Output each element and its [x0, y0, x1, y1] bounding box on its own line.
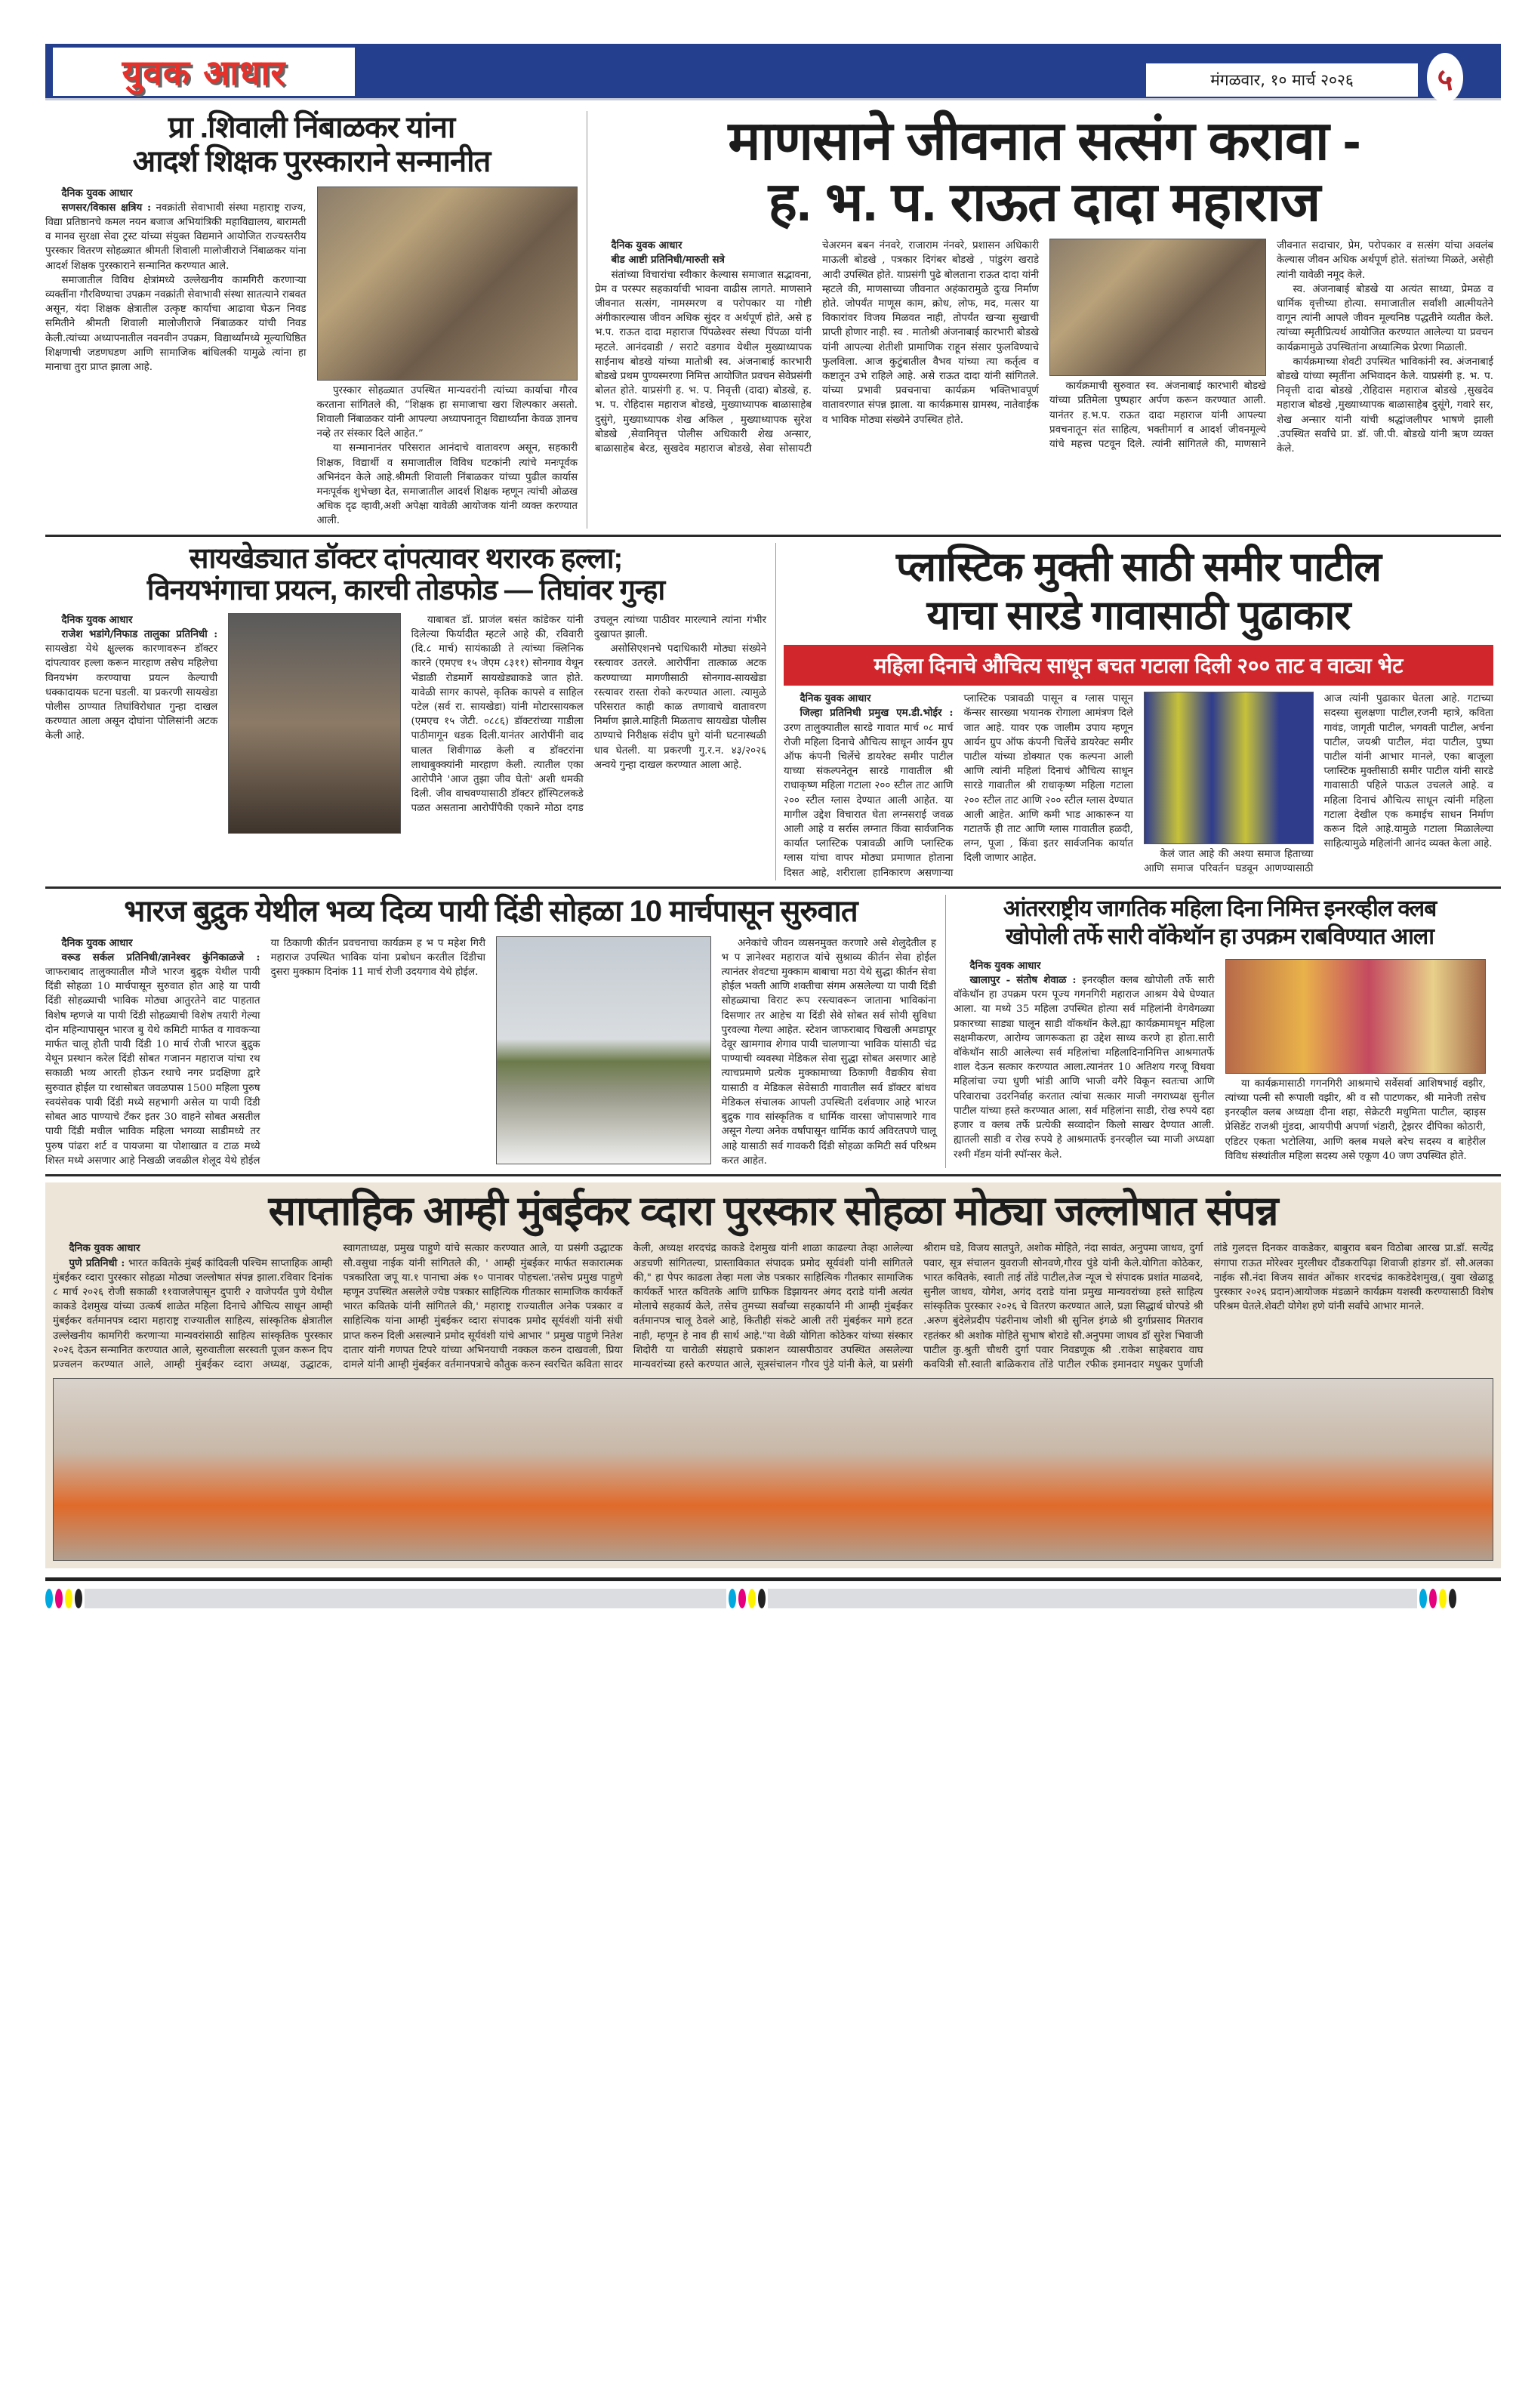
grey-color-bar — [85, 1589, 726, 1608]
magenta-registration-mark — [738, 1589, 746, 1608]
dindi-byline: वरूड सर्कल प्रतिनिधी/ज्ञानेश्वर कुंनिकाळजे : — [61, 951, 260, 964]
plastic-headline — [784, 543, 1493, 641]
plastic-body — [784, 692, 1493, 880]
satsang-headline-line-2: ह. भ. प. राऊत दादा महाराज — [768, 171, 1320, 233]
cyan-registration-mark — [1419, 1589, 1427, 1608]
innerwheel-article — [945, 895, 1486, 1168]
dindi-body — [45, 936, 936, 1168]
saykheda-crowd-photo — [228, 613, 400, 834]
plastic-byline: जिल्हा प्रतिनिधी प्रमुख एम.डी.भोईर : — [800, 707, 954, 720]
innerwheel-body — [954, 959, 1486, 1164]
nimbalkar-para-4: या सन्मानानंतर परिसरात आनंदाचे वातावरण असून, सहकारी शिक्षक, विद्यार्थी व समाजातील विविध घटकांनी त्यांचे मनःपूर्वक अभिनंदन केले आहे.श्रीमती शिवाली निंबाळकर यांच्या पुढील कार्यास मनःपूर्वक शुभेच्छा देत, समाजातील आदर्श शिक्षक म्हणून त्यांची ओळख अधिक दृढ व्हावी,अशी अपेक्षा यावेळी आयोजक यांनी व्यक्त करण्यात आली. — [316, 442, 578, 527]
satsang-para-4: कार्यक्रमाच्या शेवटी उपस्थित भाविकांनी स्व. अंजनाबाई बोडखे यांच्या स्मृतींना अभिवादन केले. याप्रसंगी ह. भ. प. निवृत्ती दादा बोडखे ,रोहिदास महाराज बोडखे ,सुखदेव महाराज बोडखे ,मुख्याध्यापक बाळासाहेब दुसूंगे, गवारे सर, शेख अन्सार यांनी यांची श्रद्धांजलीपर भाषणे झाली .उपस्थित सर्वांचे प्रा. डॉ. जी.पी. बोडखे यांनी ऋण व्यक्त केले. — [1277, 356, 1493, 455]
satsang-body — [595, 239, 1493, 456]
saykheda-para-2: याबाबत डॉ. प्राजंल बसंत कांडेकर यांनी दिलेल्या फिर्यादीत म्हटले आहे की, रविवारी (दि.८ मार्च) सायंकाळी ते त्यांच्या क्लिनिक कारने (एमएच १५ जेएम ८३११) सोनगाव येथून भेंडाळी रोडमार्गे सायखेड्याकडे जात होते. यावेळी सागर कापसे, कृतिक कापसे व साहिल पटेल (सर्व रा. सायखेडा) यांनी मोटारसायकल (एमएच १५ जेटी. ०८८६) डॉक्टरांच्या गाडीला पाठीमागून धडक दिली.यानंतर आरोपींनी वाद घालत शिवीगाळ केली व डॉक्टरांना लाथाबुक्क्यांनी मारहाण केली. त्यातील एका आरोपीने 'आज तुझा जीव घेतो' अशी धमकी दिली. जीव वाचवण्यासाठी डॉक्टर हॉस्पिटलकडे पळत असताना आरोपींपैकी एकाने मोठा दगड उचलून त्यांच्या पाठीवर मारल्याने त्यांना गंभीर दुखापत झाली. — [411, 614, 766, 815]
innerwheel-byline: खालापुर - संतोष शेवाळ : — [969, 974, 1077, 987]
black-registration-mark — [758, 1589, 766, 1608]
innerwheel-para-1: इनरव्हील क्लब खोपोली तर्फे सारी वॉकेथॉन हा उपक्रम परम पूज्य गगनगिरी महाराज आश्रम येथे घेण्यात आला. या मध्ये 35 महिला उपस्थित होत्या सर्व महिलांनी वेगवेगळ्या प्रकारच्या साड्या घालून साडी वॉकथॉन केले.ह्या कार्यक्रमामधून महिला सक्षमीकरण, आरोग्य जागरूकता हा उद्देश साध्य करणे हा होता.सारी वॉकेथॉन साठी आलेल्या सर्व महिलांचा महिलादिनानिमित्त आश्रमातर्फे शाल देऊन सत्कार करण्यात आला.त्यानंतर 10 अतिशय गरजू विधवा महिलांचा ज्या धुणी भांडी आणि भाजी वगैरे विकून स्वतःचा आणि परिवाराचा उदरनिर्वाह करतात त्यांचा सत्कार माजी नगराध्यक्ष सुनील पाटील यांच्या हस्ते करण्यात आला, सर्व महिलांना साडी, रोख रुपये दहा हजार व क्लब तर्फे प्रत्येकी सव्वादोन किलो साखर देण्यात आली. ह्यातली साडी व रोख रुपये हे आश्रमातर्फे इनरव्हील च्या माजी अध्यक्षा रश्मी मॅडम यांनी स्पॉन्सर केले. — [954, 975, 1215, 1161]
nimbalkar-headline-line-2: आदर्श शिक्षक पुरस्काराने सन्मानीत — [132, 144, 491, 178]
satsang-para-2: कार्यक्रमाची सुरुवात स्व. अंजनाबाई कारभारी बोडखे यांच्या प्रतिमेला पुष्पहार अर्पण करून करण्यात आली. यानंतर ह.भ.प. राऊत दादा महाराज यांनी आपल्या प्रवचनातून संत साहित्य, भक्तीमार्ग व आदर्श जीवनमूल्ये यांचे महत्त्व पटवून दिले. त्यांनी सांगितले की, माणसाने जीवनात सदाचार, प्रेम, परोपकार व सत्संग यांचा अवलंब केल्यास जीवन अधिक अर्थपूर्ण होते. संतांच्या मिळते, असेही त्यांनी यावेळी नमूद केले. — [1049, 240, 1493, 451]
innerwheel-source: दैनिक युवक आधार — [969, 959, 1041, 972]
page-number: ५ — [1427, 53, 1463, 103]
section-middle — [45, 543, 1501, 880]
satsang-headline-line-1: माणसाने जीवनात सत्संग करावा - — [728, 111, 1360, 171]
black-registration-mark — [1449, 1589, 1456, 1608]
satsang-byline: बीड आष्टी प्रतिनिधी/मारुती सत्रे — [611, 254, 725, 267]
plastic-headline-line-2: याचा सारडे गावासाठी पुढाकार — [926, 593, 1351, 639]
mumbaikar-body — [53, 1241, 1493, 1372]
plastic-source: दैनिक युवक आधार — [800, 692, 871, 705]
section-rule-3 — [45, 1174, 1501, 1176]
nimbalkar-headline-line-1: प्रा .शिवाली निंबाळकर यांना — [168, 111, 455, 144]
nimbalkar-para-1: नवक्रांती सेवाभावी संस्था महाराष्ट्र राज्य, विद्या प्रतिष्ठानचे कमल नयन बजाज अभियांत्रिकी महाविद्यालय, बारामती व मानव सुरक्षा सेवा ट्रस्ट यांच्या संयुक्त विद्यमाने आयोजित राज्यस्तरीय पुरस्कार वितरण सोहळ्यात श्रीमती शिवाली मालोजीराजे निंबाळकर यांना आदर्श शिक्षक पुरस्काराने सन्मानित करण्यात आले. — [45, 202, 307, 272]
innerwheel-headline — [954, 895, 1486, 951]
mumbaikar-byline: पुणे प्रतिनिधी : — [69, 1256, 125, 1269]
dindi-article — [45, 895, 936, 1168]
mumbaikar-para-1: भारत कवितके मुंबई कांदिवली पश्चिम साप्ताहिक आम्ही मुंबईकर व्दारा पुरस्कार सोहळा मोठ्या जल्लोषात संपन्न झाला.रविवार दिनांक ८ मार्च २०२६ रोजी सकाळी ११वाजलेपासून दुपारी २ वाजेपर्यंत पुणे येथील काकडे देशमुख यांच्या उत्कर्ष शाळेत महिला दिनाचे औचित्य साधून आम्ही मुंबईकर वर्तमानपत्र व्दारा महाराष्ट्र राज्यातील साहित्य, सांस्कृतिक क्षेत्रातील उल्लेखनीय कामगिरी करणाऱ्या मान्यवरांसाठी साहित्य सांस्कृतिक पुरस्कार २०२६ देऊन सन्मानित करण्यात आले, सुरुवातीला सरस्वती पूजन करून दिप प्रज्वलन करण्यात आले, आम्ही मुंबईकर व्दारा अध्यक्ष, उद्धाटक, स्वागताध्यक्ष, प्रमुख पाहुणे यांचे सत्कार करण्यात आले, या प्रसंगी उद्धाटक सौ.वसुधा नाईक यांनी सांगितले की, ' आम्ही मुंबईकर मार्फत सकारात्मक पत्रकारिता जपू या.१ पानाचा अंक १० पानावर पोहचला.'तसेच प्रमुख पाहुणे म्हणून उपस्थित असलेले ज्येष्ठ पत्रकार साहित्यिक गीतकार सामाजिक कार्यकर्ते भारत कवितके यांनी सांगितले की,' महाराष्ट्र राज्यातील अनेक पत्रकार व साहित्यिक यांना आम्ही मुंबईकर व्दारा संपादक प्रमोद सूर्यवंशी यांनी संधी प्राप्त करुन दिली असल्याने प्रमोद सूर्यवंशी यांचे आभार " प्रमुख पाहुणे नितेश दातार यांनी गणपत टिपरे यांच्या अभिनयाची नक्कल करुन दाखवली, प्रिया दामले यांनी आम्ही मुंबईकर वर्तमानपत्राचे कौतुक करुन स्वरचित कविता सादर केली, अध्यक्ष शरदचंद्र काकडे देशमुख यांनी शाळा काढल्या तेव्हा आलेल्या अडचणी सांगितल्या, प्रास्ताविकात संपादक प्रमोद सूर्यवंशी यांनी सांगितले की," हा पेपर काढला तेव्हा मला जेष्ठ पत्रकार साहित्यिक गीतकार सामाजिक कार्यकर्ते भारत कवितके आणि ग्राफिक डिझायनर अंगद दराडे यांनी अत्यंत मोलाचे सहकार्य केले, तसेच तुमच्या सर्वांच्या सहकार्याने मी आम्ही मुंबईकर वर्तमानपत्र चालू ठेवले आहे, कितीही संकटे आली तरी मुंबईकर मागे हटत नाही, म्हणून हे नाव ही सार्थ आहे."या वेळी योगिता कोठेकर यांच्या संस्कार शिदोरी या चारोळी संग्रहाचे प्रकाशन व्यासपीठावर उपस्थित असलेल्या मान्यवरांच्या हस्ते करण्यात आले, सूत्रसंचालन गौरव पुंडे यांनी केले, या प्रसंगी श्रीराम घडे, विजय सातपुते, अशोक मोहिते, नंदा सावंत, अनुपमा जाधव, दुर्गा पवार, सूत्र संचालन युवराजी सोनवणे,गौरव पुंडे यांनी केले.योगिता कोठेकर, भारत कवितके, स्वाती ताई तोंडे पाटील,तेज न्यूज चे संपादक प्रशांत माळवदे, सुनील जाधव, योगेश, अगंद दराडे यांना प्रमुख मान्यवरांच्या हस्ते साहित्य सांस्कृतिक पुरस्कार २०२६ चे वितरण करण्यात आले, प्रज्ञा सिद्धार्थ घोरपडे श्री .अरुण बुंदेलेप्रदीप पंढरीनाथ जोशी श्री सुनिल इंगळे श्री दुर्गाप्रसाद मितराव रहतंकर श्री अशोक मोहिते सुभाष बोराडे सौ.अनुपमा जाधव डॉ सुरेश भिवाजी पाटील कु.श्रुती चौधरी दुर्गा पवार निवडणूक श्री .राकेश साहेबराव वाघ कवयित्री सौ.स्वाती बाळिकराव तोंडे पाटील रफीक इमानदार मधुकर पुर्णाजी तांडे गुलदत्त दिनकर वाकडेकर, बाबुराव बबन विठोबा आरख प्रा.डॉ. सत्येंद्र संगापा राऊत मोरेश्वर मुरलीधर दौंडकरापिढ़ा शिवाजी हांडगर डॉ. सौ.अलका नाईक सौ.नंदा विजय सावंत ओंकार शरदचंद्र काकडेदेशमुख,( युवा खेळाडू पुरस्कार २०२६ प्रदान)आयोजक मंडळाने कार्यक्रम यशस्वी करण्यासाठी विशेष परिश्रम घेतले.शेवटी योगेश हणे यांनी सर्वांचे आभार मानले. — [53, 1243, 1493, 1370]
satsang-headline — [595, 111, 1493, 233]
footer-rule — [45, 1577, 1501, 1581]
saykheda-source: दैनिक युवक आधार — [61, 613, 133, 626]
issue-date: मंगळवार, १० मार्च २०२६ — [1146, 63, 1418, 97]
saykheda-body — [45, 613, 766, 834]
innerwheel-headline-line-1: आंतरराष्ट्रीय जागतिक महिला दिना निमित्त इनरव्हील क्लब — [1003, 896, 1437, 921]
nimbalkar-byline: सणसर/विकास क्षत्रिय : — [61, 201, 152, 214]
satsang-para-1: संतांच्या विचारांचा स्वीकार केल्यास समाजात सद्भावना, प्रेम व परस्पर सहकार्याची भावना वाढीस लागते. माणसाने जीवनात सत्संग, नामस्मरण व परोपकार या गोष्टी अंगीकारल्यास जीवन अधिक सुंदर व अर्थपूर्ण होते, असे ह भ.प. राऊत दादा महाराज पिंपळेश्वर संस्था पिंपळा यांनी म्हटले. आनंदवाडी / सराटे वडगाव येथील मुख्याध्यापक साईनाथ बोडखे यांच्या मातोश्री स्व. अंजनाबाई कारभारी बोडखे प्रथम पुण्यस्मरणा निमित्त आयोजित प्रवचन सेवेप्रसंगी बोलत होते. याप्रसंगी ह. भ. प. निवृत्ती (दादा) बोडखे, ह. भ. प. रोहिदास महाराज बोडखे, मुख्याध्यापक बाळासाहेब दुसुंगे, मुख्याध्यापक शेख अकिल , मुख्याध्यापक सुरेश बोडखे ,सेवानिवृत्त पोलीस अधिकारी शेख अन्सार, बाळासाहेब बेरड, सुखदेव महाराज बोडखे, सेवा सोसायटी चेअरमन बबन नंनवरे, राजाराम नंनवरे, प्रशासन अधिकारी माऊली बोडखे , पत्रकार दिगंबर बोडखे , पांडुरंग खराडे आदी उपस्थित होते. याप्रसंगी पुढे बोलताना राऊत दादा यांनी म्हटले की, माणसाच्या जीवनात अहंकारामुळे दुःख निर्माण होते. जोपर्यंत माणूस काम, क्रोध, लोफ, मद, मत्सर या विकारांवर विजय मिळवत नाही, तोपर्यंत खऱ्या सुखाची प्राप्ती होणार नाही. स्व . मातोश्री अंजनाबाई कारभारी बोडखे यांनी आपल्या शेतीशी प्रामाणिक राहून संसार फुलविण्याचे फुलविला. आज कुटुंबातील वैभव यांच्या त्या कर्तृत्व व कष्टातून उभे राहिले आहे. असे राऊत दादा यांनी सांगितले. यांच्या प्रभावी प्रवचनाचा कार्यक्रम भक्तिभावपूर्ण वातावरणात संपन्न झाला. या कार्यक्रमास ग्रामस्थ, नातेवाईक व भाविक मोठ्या संख्येने उपस्थित होते. — [595, 240, 1039, 455]
satsang-source: दैनिक युवक आधार — [611, 239, 683, 252]
plastic-women-group-photo — [1144, 692, 1314, 844]
plastic-headline-line-1: प्लास्टिक मुक्ती साठी समीर पाटील — [895, 544, 1382, 590]
section-lower — [45, 895, 1501, 1168]
satsang-article — [587, 111, 1493, 529]
nimbalkar-headline — [45, 111, 578, 179]
saykheda-headline-line-2: विनयभंगाचा प्रयत्न, कारची तोडफोड — तिघांवर गुन्हा — [146, 575, 665, 607]
dindi-headline: भारज बुद्रुक येथील भव्य दिव्य पायी दिंडी सोहळा 10 मार्चपासून सुरुवात — [124, 894, 858, 928]
saykheda-article — [45, 543, 766, 880]
nimbalkar-para-2: समाजातील विविध क्षेत्रांमध्ये उल्लेखनीय कामगिरी करणाऱ्या व्यक्तींना गौरविण्याचा उपक्रम नवक्रांती सेवाभावी संस्था सातत्याने राबवत असून, यंदा शिक्षक क्षेत्रातील उत्कृष्ट कार्याचा आढावा घेऊन निवड समितीने श्रीमती शिवाली मालोजीराजे निंबाळकर यांची निवड केली.त्यांच्या अध्यापनातील नवनवीन उपक्रम, विद्यार्थ्यांमध्ये मूल्याधिष्ठित शिक्षणाची जडणघडण आणि सामाजिक बांधिलकी यामुळे त्यांना हा मानाचा तुरा प्राप्त झाला आहे. — [45, 274, 307, 374]
nimbalkar-article — [45, 111, 578, 529]
magenta-registration-mark — [1429, 1589, 1437, 1608]
section-rule-2 — [45, 886, 1501, 889]
masthead-bar — [45, 44, 1501, 98]
print-registration-strip — [45, 1589, 1501, 1608]
saykheda-para-1: सायखेडा येथे क्षुल्लक कारणावरून डॉक्टर दांपत्यावर हल्ला करून मारहाण तसेच महिलेचा विनयभंग करण्याचा प्रयत्न केल्याची धक्कादायक घटना घडली. या प्रकरणी सायखेडा पोलीस ठाण्यात तिघांविरोधात गुन्हा दाखल करण्यात आला असून दोघांना पोलिसांनी अटक केली आहे. — [45, 643, 218, 742]
cyan-registration-mark — [45, 1589, 53, 1608]
logo-text: युवक आधार — [122, 52, 286, 93]
black-registration-mark — [75, 1589, 82, 1608]
plastic-red-banner: महिला दिनाचे औचित्य साधून बचत गटाला दिली २०० ताट व वाट्या भेट — [784, 645, 1493, 686]
innerwheel-headline-line-2: खोपोली तर्फे सारी वॉकेथॉन हा उपक्रम राबविण्यात आला — [1005, 924, 1434, 950]
saykheda-para-3: असोसिएशनचे पदाधिकारी मोठ्या संख्येने रस्त्यावर उतरले. आरोपींना तात्काळ अटक करण्याच्या मागणीसाठी सोनगाव-सायखेडा रस्त्यावर रास्ता रोको करण्यात आला. त्यामुळे परिसरात काही काळ तणावाचे वातावरण निर्माण झाले.माहिती मिळताच सायखेडा पोलीस ठाण्याचे निरीक्षक संदीप घुगे यांनी घटनास्थळी धाव घेतली. या प्रकरणी गु.र.न. ४३/२०२६ अन्वये गुन्हा दाखल करण्यात आला आहे. — [593, 643, 766, 771]
masthead-rule — [45, 98, 1501, 100]
section-rule-1 — [45, 535, 1501, 537]
nimbalkar-award-photo — [317, 187, 578, 381]
magenta-registration-mark — [55, 1589, 63, 1608]
grey-color-bar — [768, 1589, 1417, 1608]
mumbaikar-headline: साप्ताहिक आम्ही मुंबईकर व्दारा पुरस्कार सोहळा मोठ्या जल्लोषात संपन्न — [268, 1188, 1278, 1234]
dindi-source: दैनिक युवक आधार — [61, 936, 133, 949]
plastic-para-2: केलं जात आहे की अश्या समाज हिताच्या आणि समाज परिवर्तन घडवून आणण्यासाठी आज त्यांनी पुढाकार घेतला आहे. गटाच्या सदस्या सुलक्षणा पाटील,रजनी म्हात्रे, कविता गावंड, जागृती पाटील, भगवती पाटील, अर्चना पाटील, जयश्री पाटील, मंदा पाटील, पुष्पा पाटील यांनी आभार मानले, एका बाजूला प्लास्टिक मुक्तीसाठी समीर पाटील यांनी सारडे गावासाठी पहिले पाऊल उचलले आहे. व महिला दिनाचं औचित्य साधून त्यांनी महिला गटाला देखील एक कमाईच साधन निर्माण करून दिले आहे.यामुळे गटाला मिळालेल्या साहित्यामुळे महिलांनी आनंद व्यक्त केला आहे. — [1144, 693, 1493, 875]
mumbaikar-award-group-photo — [53, 1378, 1493, 1561]
satsang-para-3: स्व. अंजनाबाई बोडखे या अत्यंत साध्या, प्रेमळ व धार्मिक वृत्तीच्या होत्या. समाजातील सर्वांशी आत्मीयतेने वागून त्यांनी आपले जीवन मूल्यनिष्ठ पद्धतीने व्यतीत केले. त्यांच्या स्मृतीप्रित्यर्थ आयोजित करण्यात आलेल्या या प्रवचन कार्यक्रमामुळे उपस्थितांना अध्यात्मिक प्रेरणा मिळाली. — [1277, 283, 1493, 353]
dindi-para-1: जाफराबाद तालुक्यातील मौजे भारज बुद्रुक येथील पायी दिंडी सोहळा 10 मार्चपासून सुरुवात होत आहे या पायी दिंडी सोहळ्याची भाविक मोठ्या आतुरतेने वाट पाहतात विशेष म्हणजे या पायी दिंडी सोहळ्याची विशेष तयारी गेल्या दोन महिन्यापासून भारज बु येथे कमिटी मार्फत व गावकऱ्या मार्फत चालू होती पायी दिंडी 10 मार्च रोजी भारज बुद्रुक येथून प्रस्थान करेल दिंडी सोबत गजानन महाराज यांचा रथ सकाळी भव्य आरती होऊन रथाचे नगर प्रदक्षिणा द्वारे सुरुवात होईल या रथासोबत जवळपास 1500 महिला पुरुष स्वयंसेवक पायी दिंडी मध्ये सहभागी असेल या पायी दिंडी सोबत आठ पाण्याचे टँकर इतर 30 वाहने सोबत असतील पायी दिंडी मधील भाविक महिला भगव्या साडीमध्ये तर पुरुष पांढरा शर्ट व पायजमा या पोशाखात व टाळ मध्ये शिस्त मध्ये असणार आहे निखळी जवळील शेलूद येथे होईल या ठिकाणी कीर्तन प्रवचनाचा कार्यक्रम ह भ प महेश गिरी महाराज उपस्थित भाविक यांना प्रबोधन करतील दिंडीचा दुसरा मुक्काम दिनांक 11 मार्च रोजी उदयगाव येथे होईल. — [45, 937, 485, 1167]
saykheda-byline: राजेश भडांगे/निफाड तालुका प्रतिनिधी : — [61, 627, 218, 640]
saykheda-headline — [45, 543, 766, 607]
dindi-procession-photo — [496, 936, 711, 1164]
newspaper-logo — [53, 48, 355, 96]
nimbalkar-source: दैनिक युवक आधार — [61, 187, 133, 199]
plastic-article — [775, 543, 1493, 880]
dindi-para-2: अनेकांचे जीवन व्यसनमुक्त करणारे असे शेलुदेतील ह भ प ज्ञानेश्वर महाराज यांचे सुश्राव्य कीर्तन सेवा होईल त्यानंतर शेवटचा मुक्काम बाबाचा मठा येथे सुद्धा कीर्तन सेवा होईल भक्ती आणि शक्तीचा संगम असलेल्या या पायी दिंडी सोहळ्याचा विराट रूप रस्त्यावरून जाताना भाविकांना दिसणार तर आहेच या दिंडी सेवे सोबत सर्व सोयी सुविधा पुरवल्या गेल्या आहेत. स्टेशन जाफराबाद चिखली अमडापूर देवूर खामगाव शेगाव पायी चालणाऱ्या भाविक यांसाठी चंद्र पाण्याची व्यवस्था मेडिकल सेवा सुद्धा सोबत असणार आहे त्याचप्रमाणे प्रत्येक मुक्कामाच्या ठिकाणी वैद्यकीय सेवा यासाठी व मेडिकल सेवेसाठी गावातील सर्व डॉक्टर बांधव मेडिकल संचालक आपली उपस्थिती दर्शवणार आहे भारज बुद्रुक गाव सांस्कृतिक व धार्मिक वारसा जोपासणारे गाव असून गेल्या अनेक वर्षांपासून धार्मिक कार्य अविरतपणे चालू आहे यासाठी सर्व गावकरी दिंडी सोहळा कमिटी सर्व परिश्रम करत आहेत. — [721, 937, 936, 1167]
yellow-registration-mark — [1439, 1589, 1447, 1608]
mumbaikar-feature-box — [45, 1182, 1501, 1568]
innerwheel-para-2: या कार्यक्रमासाठी गगनगिरी आश्रमाचे सर्वेसर्वा आशिषभाई वझीर, त्यांच्या पत्नी सौ रूपाली वझीर, श्री व सौ पाटणकर, श्री मानेजी तसेच इनरव्हील क्लब अध्यक्षा दीना शहा, सेक्रेटरी मधुमिता पाटील, व्हाइस प्रेसिडेंट राजश्री मुंडदा, आयपीपी अपर्णा भंडारी, ट्रेझरर दीपिका कोठारी, एडिटर एकता भटोलिया, आणि क्लब मधले बरेच सदस्य व बाहेरील विविध संस्थांतील महिला सदस्य असे एकूण 40 जण उपस्थित होते. — [1225, 1078, 1486, 1162]
cyan-registration-mark — [729, 1589, 736, 1608]
saykheda-headline-line-1: सायखेड्यात डॉक्टर दांपत्यावर थरारक हल्ला; — [189, 542, 623, 575]
mumbaikar-source: दैनिक युवक आधार — [69, 1242, 140, 1255]
plastic-para-1: उरण तालुक्यातील सारडे गावात मार्च ०८ मार्च रोजी महिला दिनाचे औचित्य साधून आर्यन ग्रुप ऑफ कंपनी चिर्लेचे डायरेक्ट समीर पाटील याच्या संकल्पनेतून सारडे गावातील श्री राधाकृष्ण महिला गटाला २०० स्टील ताट आणि २०० स्टील ग्लास देण्यात आली आहेत. या मागील उद्देश विचारात घेता लग्नसराई जवळ आली आहे व सर्रास लग्नात किंवा सार्वजनिक कार्यात प्लास्टिक पत्रावळी आणि प्लास्टिक ग्लास यांचा वापर मोठ्या प्रमाणात होताना दिसत आहे, शरीराला हानिकारण असणाऱ्या प्लास्टिक पत्रावळी पासून व ग्लास पासून कॅन्सर सारख्या भयानक रोगाला आमंत्रण दिले जात आहे. यावर एक जालीम उपाय म्हणून आर्यन ग्रुप ऑफ कंपनी चिर्लेचे डायरेक्ट समीर पाटील यांच्या डोक्यात एक कल्पना आली आणि त्यांनी महिलां दिनाचं औचित्य साधून सारडे गावातील श्री राधाकृष्ण महिला गटाला २०० स्टील ताट आणि २०० स्टील ग्लास देण्यात आली आहेत. आणि कमी भाड आकारून या गटातर्फे ही ताट आणि ग्लास गावातील हळदी, लग्न, पूजा , किंवा इतर सार्वजनिक कार्यात दिली जाणार आहेत. — [784, 693, 1133, 879]
innerwheel-group-photo — [1225, 959, 1487, 1074]
yellow-registration-mark — [65, 1589, 72, 1608]
satsang-event-photo — [1049, 239, 1266, 376]
nimbalkar-para-3: पुरस्कार सोहळ्यात उपस्थित मान्यवरांनी त्यांच्या कार्याचा गौरव करताना सांगितले की, “शिक्षक हा समाजाचा खरा शिल्पकार असतो. शिवाली निंबाळकर यांनी आपल्या अध्यापनातून विद्यार्थ्यांना केवळ ज्ञानच नव्हे तर संस्कार दिले आहेत.” — [316, 384, 578, 440]
yellow-registration-mark — [748, 1589, 756, 1608]
section-top — [45, 111, 1501, 529]
nimbalkar-body — [45, 187, 578, 529]
